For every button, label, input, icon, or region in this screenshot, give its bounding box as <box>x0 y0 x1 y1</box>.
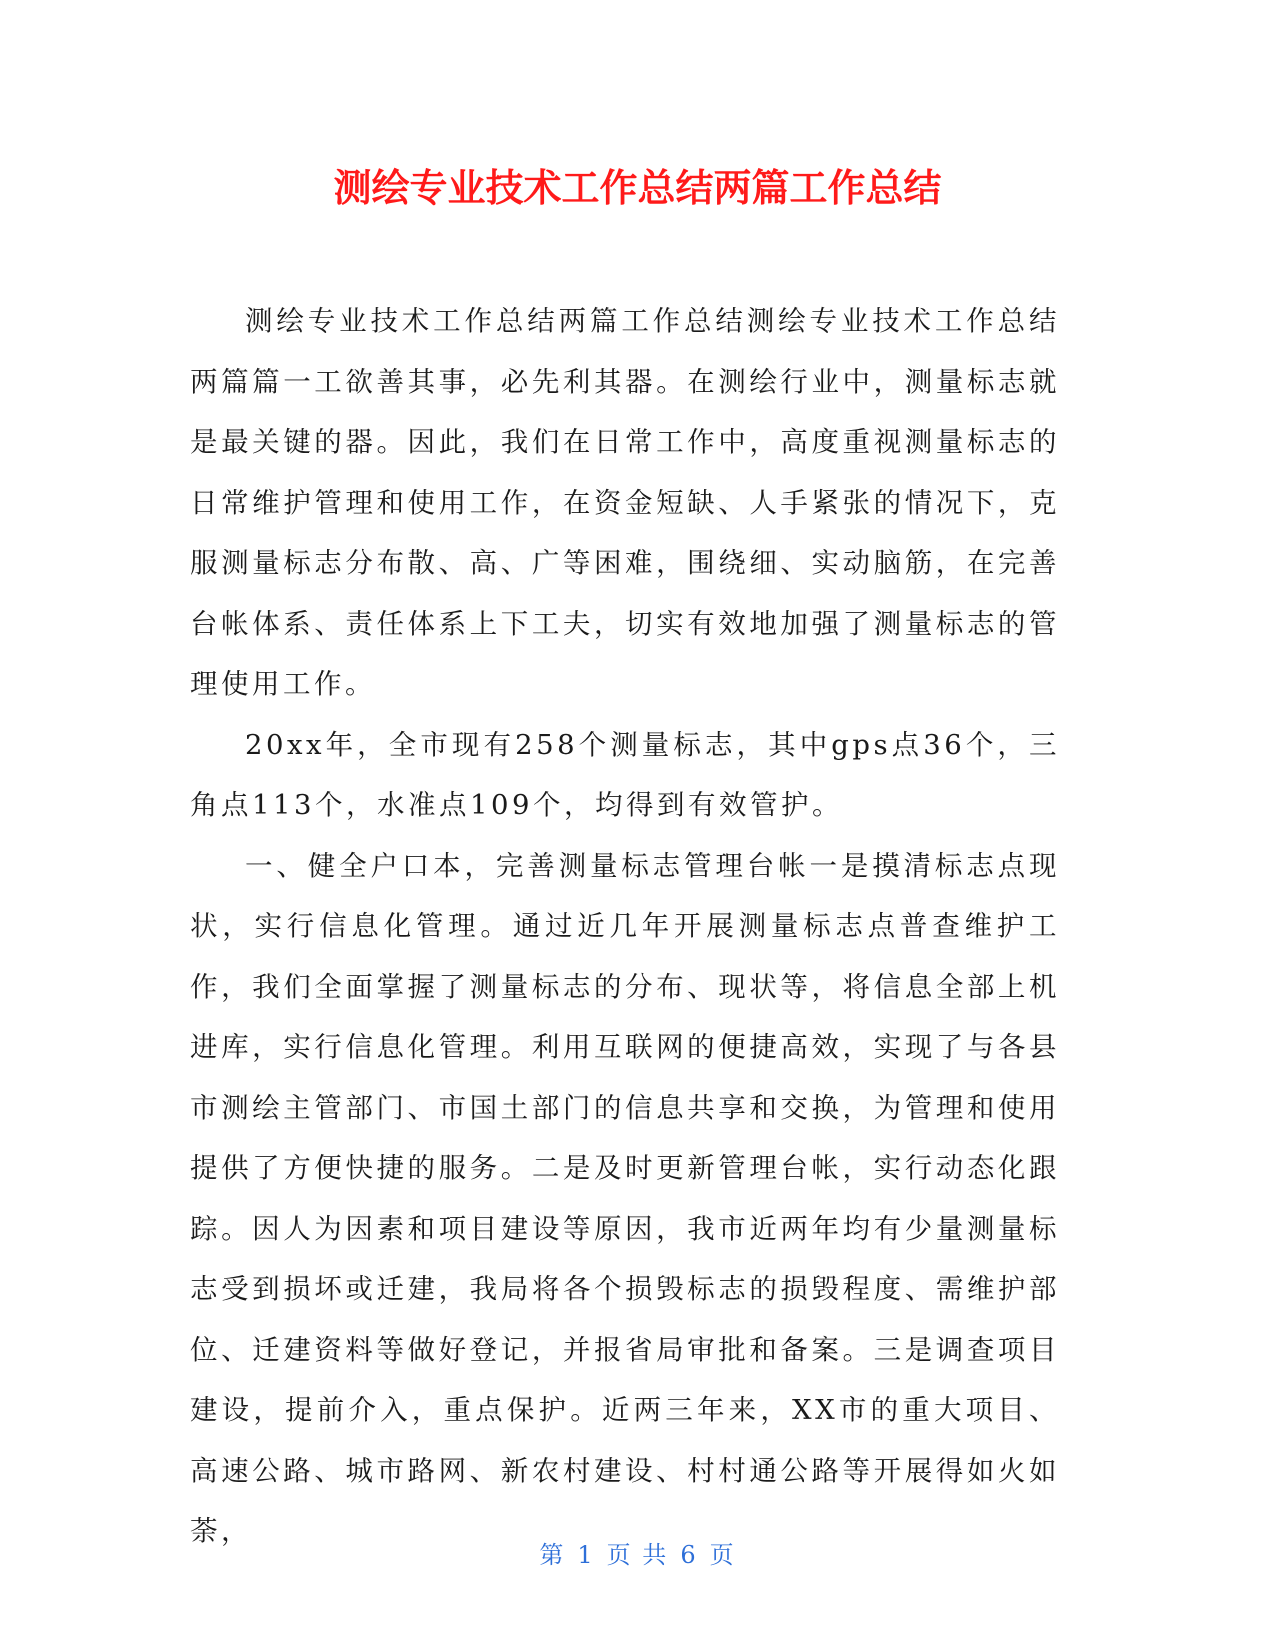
paragraph-statistics: 20xx年，全市现有258个测量标志，其中gps点36个，三角点113个，水准点109个，均得到有效管护。 <box>190 728 1060 821</box>
footer-middle: 页 共 <box>606 1541 669 1569</box>
footer-prefix: 第 <box>539 1541 566 1569</box>
footer-total-pages: 6 <box>680 1541 698 1569</box>
paragraph-intro: 测绘专业技术工作总结两篇工作总结测绘专业技术工作总结两篇篇一工欲善其事，必先利其器。在测绘行业中，测量标志就是最关键的器。因此，我们在日常工作中，高度重视测量标志的日常维护管理和使用工作，在资金短缺、人手紧张的情况下，克服测量标志分布散、高、广等困难，围绕细、实动脑筋，在完善台帐体系、责任体系上下工夫，切实有效地加强了测量标志的管理使用工作。 <box>190 305 1060 700</box>
footer-current-page: 1 <box>577 1541 595 1569</box>
document-title: 测绘专业技术工作总结两篇工作总结 <box>333 166 942 210</box>
footer-suffix: 页 <box>709 1541 736 1569</box>
document-body <box>190 291 1060 1562</box>
page-footer <box>0 1540 1275 1570</box>
paragraph-section-one: 一、健全户口本，完善测量标志管理台帐一是摸清标志点现状，实行信息化管理。通过近几年开展测量标志点普查维护工作，我们全面掌握了测量标志的分布、现状等，将信息全部上机进库，实行信息化管理。利用互联网的便捷高效，实现了与各县市测绘主管部门、市国土部门的信息共享和交换，为管理和使用提供了方便快捷的服务。二是及时更新管理台帐，实行动态化跟踪。因人为因素和项目建设等原因，我市近两年均有少量测量标志受到损坏或迁建，我局将各个损毁标志的损毁程度、需维护部位、迁建资料等做好登记，并报省局审批和备案。三是调查项目建设，提前介入，重点保护。近两三年来，XX市的重大项目、高速公路、城市路网、新农村建设、村村通公路等开展得如火如荼， <box>190 849 1060 1547</box>
